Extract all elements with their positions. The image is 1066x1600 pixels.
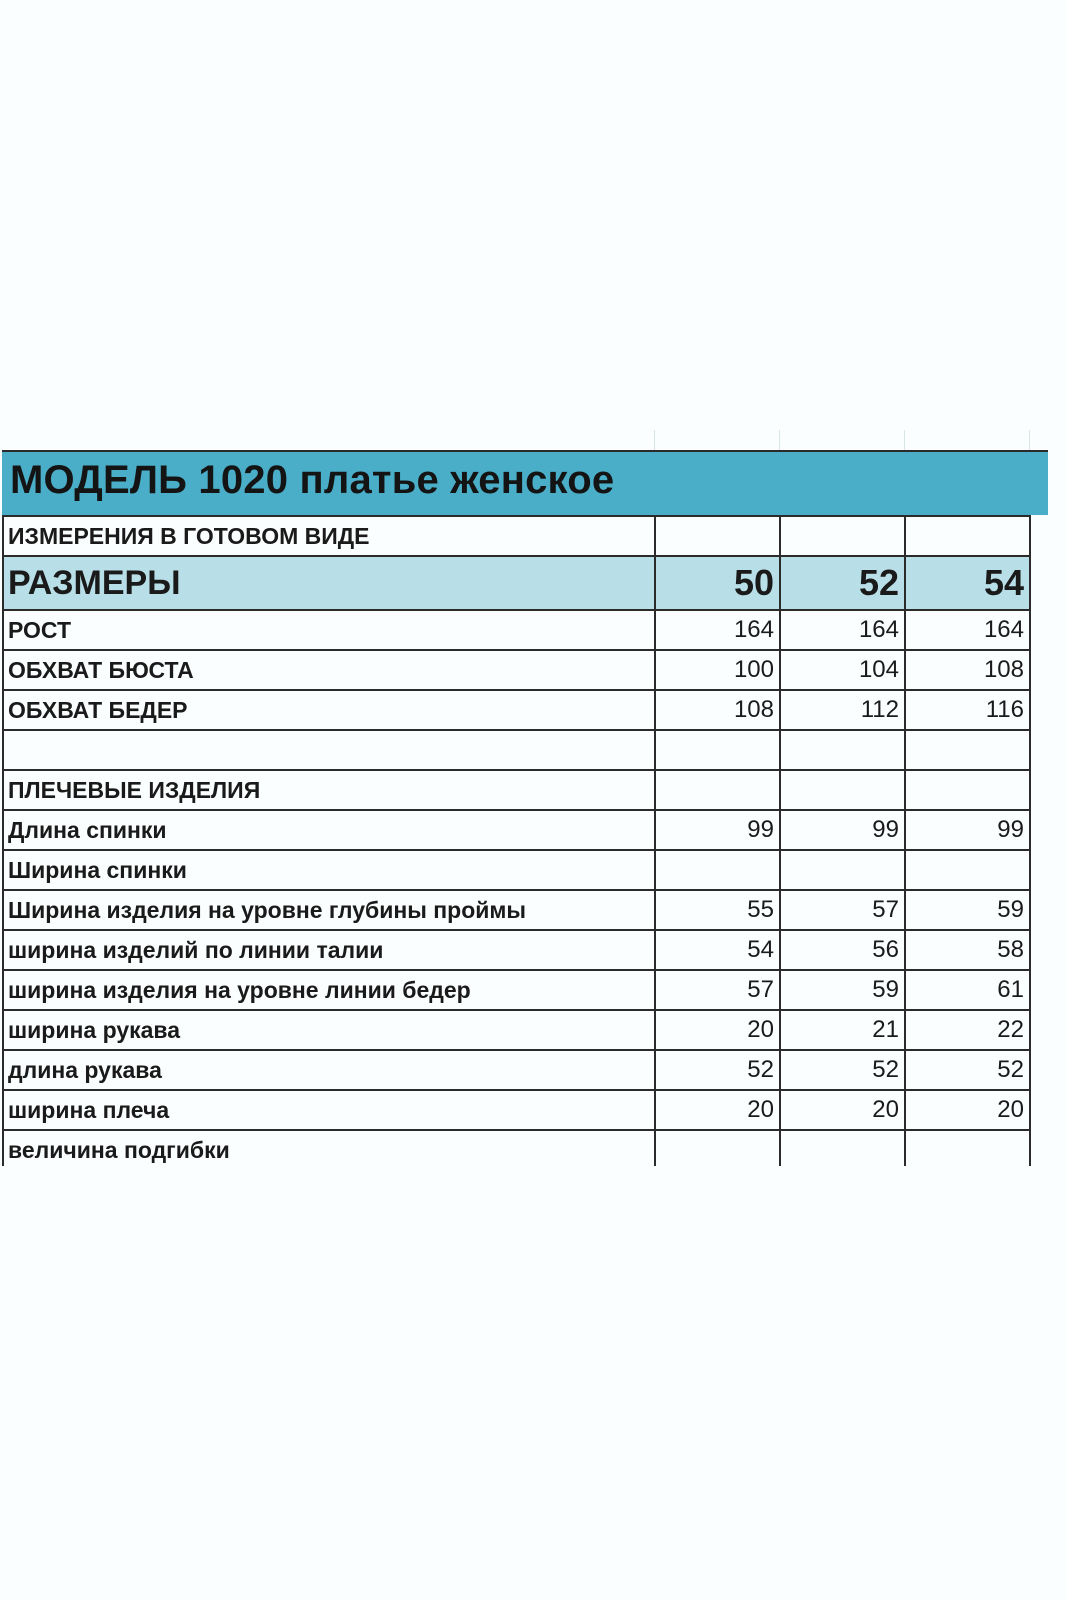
- gridline: [904, 430, 905, 450]
- size-chart-sheet: [0, 430, 1066, 1166]
- row-label: длина рукава: [3, 1050, 655, 1090]
- value-cell: 20: [655, 1010, 780, 1050]
- value-cell: 20: [655, 1090, 780, 1130]
- value-cell: 21: [780, 1010, 905, 1050]
- row-label: ширина плеча: [3, 1090, 655, 1130]
- table-row: [3, 850, 1030, 890]
- value-cell: 112: [780, 690, 905, 730]
- empty-cell: [905, 516, 1030, 556]
- gridline: [654, 430, 655, 450]
- value-cell: 54: [655, 930, 780, 970]
- value-cell: 52: [905, 1050, 1030, 1090]
- empty-cell: [655, 516, 780, 556]
- row-label: ОБХВАТ БЕДЕР: [3, 690, 655, 730]
- value-cell: [780, 730, 905, 770]
- empty-cell: [780, 516, 905, 556]
- title-bar: [2, 450, 1048, 515]
- value-cell: 22: [905, 1010, 1030, 1050]
- table-row: [3, 610, 1030, 650]
- table-row: [3, 770, 1030, 810]
- value-cell: 59: [905, 890, 1030, 930]
- table-row: [3, 930, 1030, 970]
- table-row: [3, 650, 1030, 690]
- row-label: ПЛЕЧЕВЫЕ ИЗДЕЛИЯ: [3, 770, 655, 810]
- value-cell: 99: [655, 810, 780, 850]
- table-row: [3, 690, 1030, 730]
- row-label: ширина изделия на уровне линии бедер: [3, 970, 655, 1010]
- value-cell: 108: [655, 690, 780, 730]
- row-label: Ширина изделия на уровне глубины проймы: [3, 890, 655, 930]
- table-row: [3, 730, 1030, 770]
- value-cell: 56: [780, 930, 905, 970]
- value-cell: 116: [905, 690, 1030, 730]
- value-cell: 164: [655, 610, 780, 650]
- value-cell: [655, 730, 780, 770]
- subtitle-cell: ИЗМЕРЕНИЯ В ГОТОВОМ ВИДЕ: [3, 516, 655, 556]
- row-label: Длина спинки: [3, 810, 655, 850]
- value-cell: [655, 1130, 780, 1166]
- value-cell: 52: [780, 1050, 905, 1090]
- table-row: [3, 890, 1030, 930]
- value-cell: 52: [655, 1050, 780, 1090]
- value-cell: [780, 1130, 905, 1166]
- value-cell: 164: [780, 610, 905, 650]
- row-label: величина подгибки: [3, 1130, 655, 1166]
- value-cell: 20: [780, 1090, 905, 1130]
- subtitle-row: [3, 516, 1030, 556]
- row-label: ширина рукава: [3, 1010, 655, 1050]
- table-row: [3, 810, 1030, 850]
- value-cell: 99: [905, 810, 1030, 850]
- value-cell: 59: [780, 970, 905, 1010]
- table-row: [3, 1010, 1030, 1050]
- value-cell: [905, 1130, 1030, 1166]
- row-label: ширина изделий по линии талии: [3, 930, 655, 970]
- value-cell: 61: [905, 970, 1030, 1010]
- value-cell: 100: [655, 650, 780, 690]
- value-cell: [655, 850, 780, 890]
- table-row: [3, 1090, 1030, 1130]
- value-cell: [905, 850, 1030, 890]
- value-cell: 58: [905, 930, 1030, 970]
- value-cell: [905, 770, 1030, 810]
- value-cell: 57: [780, 890, 905, 930]
- value-cell: 104: [780, 650, 905, 690]
- table-row: [3, 970, 1030, 1010]
- size-52: 52: [780, 556, 905, 610]
- sizes-label: РАЗМЕРЫ: [3, 556, 655, 610]
- value-cell: [655, 770, 780, 810]
- table-row: [3, 1050, 1030, 1090]
- size-table: [2, 515, 1031, 1166]
- model-title: МОДЕЛЬ 1020 платье женское: [10, 458, 615, 502]
- value-cell: 57: [655, 970, 780, 1010]
- size-50: 50: [655, 556, 780, 610]
- value-cell: 164: [905, 610, 1030, 650]
- value-cell: [780, 770, 905, 810]
- value-cell: 99: [780, 810, 905, 850]
- sizes-header-row: [3, 556, 1030, 610]
- value-cell: 20: [905, 1090, 1030, 1130]
- row-label: РОСТ: [3, 610, 655, 650]
- row-label: Ширина спинки: [3, 850, 655, 890]
- value-cell: 108: [905, 650, 1030, 690]
- value-cell: [780, 850, 905, 890]
- size-54: 54: [905, 556, 1030, 610]
- row-label: ОБХВАТ БЮСТА: [3, 650, 655, 690]
- value-cell: [905, 730, 1030, 770]
- row-label: [3, 730, 655, 770]
- value-cell: 55: [655, 890, 780, 930]
- gridline: [1029, 430, 1030, 450]
- gridline: [779, 430, 780, 450]
- table-row: [3, 1130, 1030, 1166]
